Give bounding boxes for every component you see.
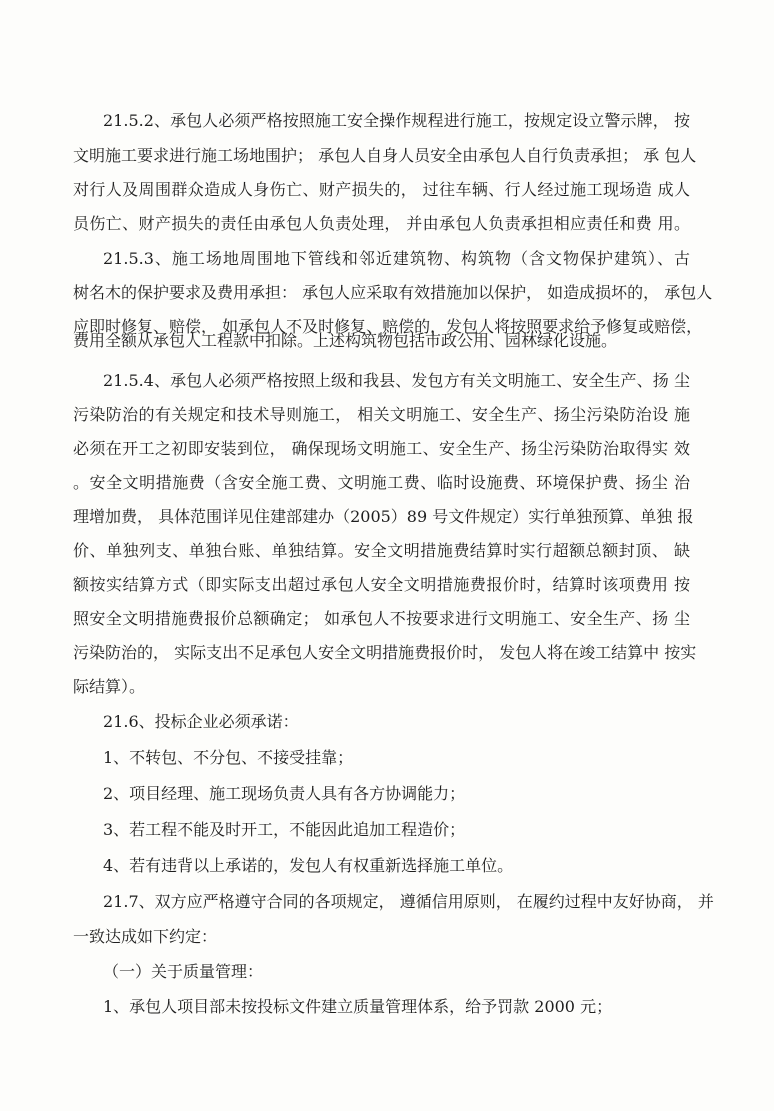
list-item: 1、不转包、不分包、不接受挂靠； [103, 748, 354, 767]
text-line: 对行人及周围群众造成人身伤亡、财产损失的， 过往车辆、行人经过施工现场造 成人 [73, 180, 690, 199]
list-item: 1、承包人项目部未按投标文件建立质量管理体系，给予罚款 2000 元； [103, 997, 613, 1016]
text-line: 21.7、双方应严格遵守合同的各项规定， 遵循信用原则， 在履约过程中友好协商， 并 [103, 892, 714, 911]
text-line: 21.5.2、承包人必须严格按照施工安全操作规程进行施工，按规定设立警示牌， 按 [103, 111, 690, 130]
text-line: 文明施工要求进行施工场地围护； 承包人自身人员安全由承包人自行负责承担； 承 包人 [73, 146, 697, 165]
list-item: 4、若有违背以上承诺的，发包人有权重新选择施工单位。 [103, 856, 514, 875]
text-line: 际结算）。 [73, 677, 146, 696]
text-line: 应即时修复、赔偿， 如承包人不及时修复、赔偿的，发包人将按照要求给予修复或赔偿， [73, 317, 703, 336]
text-line: 21.5.4、承包人必须严格按照上级和我县、发包方有关文明施工、安全生产、扬 尘 [103, 371, 690, 390]
text-line: 额按实结算方式（即实际支出超过承包人安全文明措施费报价时，结算时该项费用 按 [73, 575, 690, 594]
text-line: 21.5.3、施工场地周围地下管线和邻近建筑物、构筑物（含文物保护建筑）、古 [103, 249, 690, 268]
text-line: 照安全文明措施费报价总额确定； 如承包人不按要求进行文明施工、安全生产、扬 尘 [73, 609, 690, 628]
text-line: 价、单独列支、单独台账、单独结算。安全文明措施费结算时实行超额总额封顶、 缺 [73, 541, 690, 560]
paragraph-21-6: 21.6、投标企业必须承诺： [103, 712, 299, 731]
list-item: 3、若工程不能及时开工，不能因此追加工程造价； [103, 820, 466, 839]
text-line: 一致达成如下约定： [73, 927, 218, 946]
section-heading: （一）关于质量管理： [103, 962, 264, 981]
text-line: 树名木的保护要求及费用承担： 承包人应采取有效措施加以保护， 如造成损坏的， 承包人 [73, 283, 713, 302]
text-line: 必须在开工之初即安装到位， 确保现场文明施工、安全生产、扬尘污染防治取得实 效 [73, 439, 690, 458]
text-line: 员伤亡、财产损失的责任由承包人负责处理， 并由承包人负责承担相应责任和费 用。 [73, 214, 690, 233]
list-item: 2、项目经理、施工现场负责人具有各方协调能力； [103, 784, 466, 803]
text-line: 污染防治的有关规定和技术导则施工， 相关文明施工、安全生产、扬尘污染防治设 施 [73, 405, 690, 424]
text-line: 。安全文明措施费（含安全施工费、文明施工费、临时设施费、环境保护费、扬尘 治 [73, 473, 690, 492]
text-line: 费用全额从承包人工程款中扣除。上述构筑物包括市政公用、园林绿化设施。 [73, 331, 618, 350]
text-line: 污染防治的， 实际支出不足承包人安全文明措施费报价时， 发包人将在竣工结算中 按实 [73, 643, 697, 662]
text-line: 理增加费， 具体范围详见住建部建办（2005）89 号文件规定）实行单独预算、单独 报 [73, 507, 694, 526]
